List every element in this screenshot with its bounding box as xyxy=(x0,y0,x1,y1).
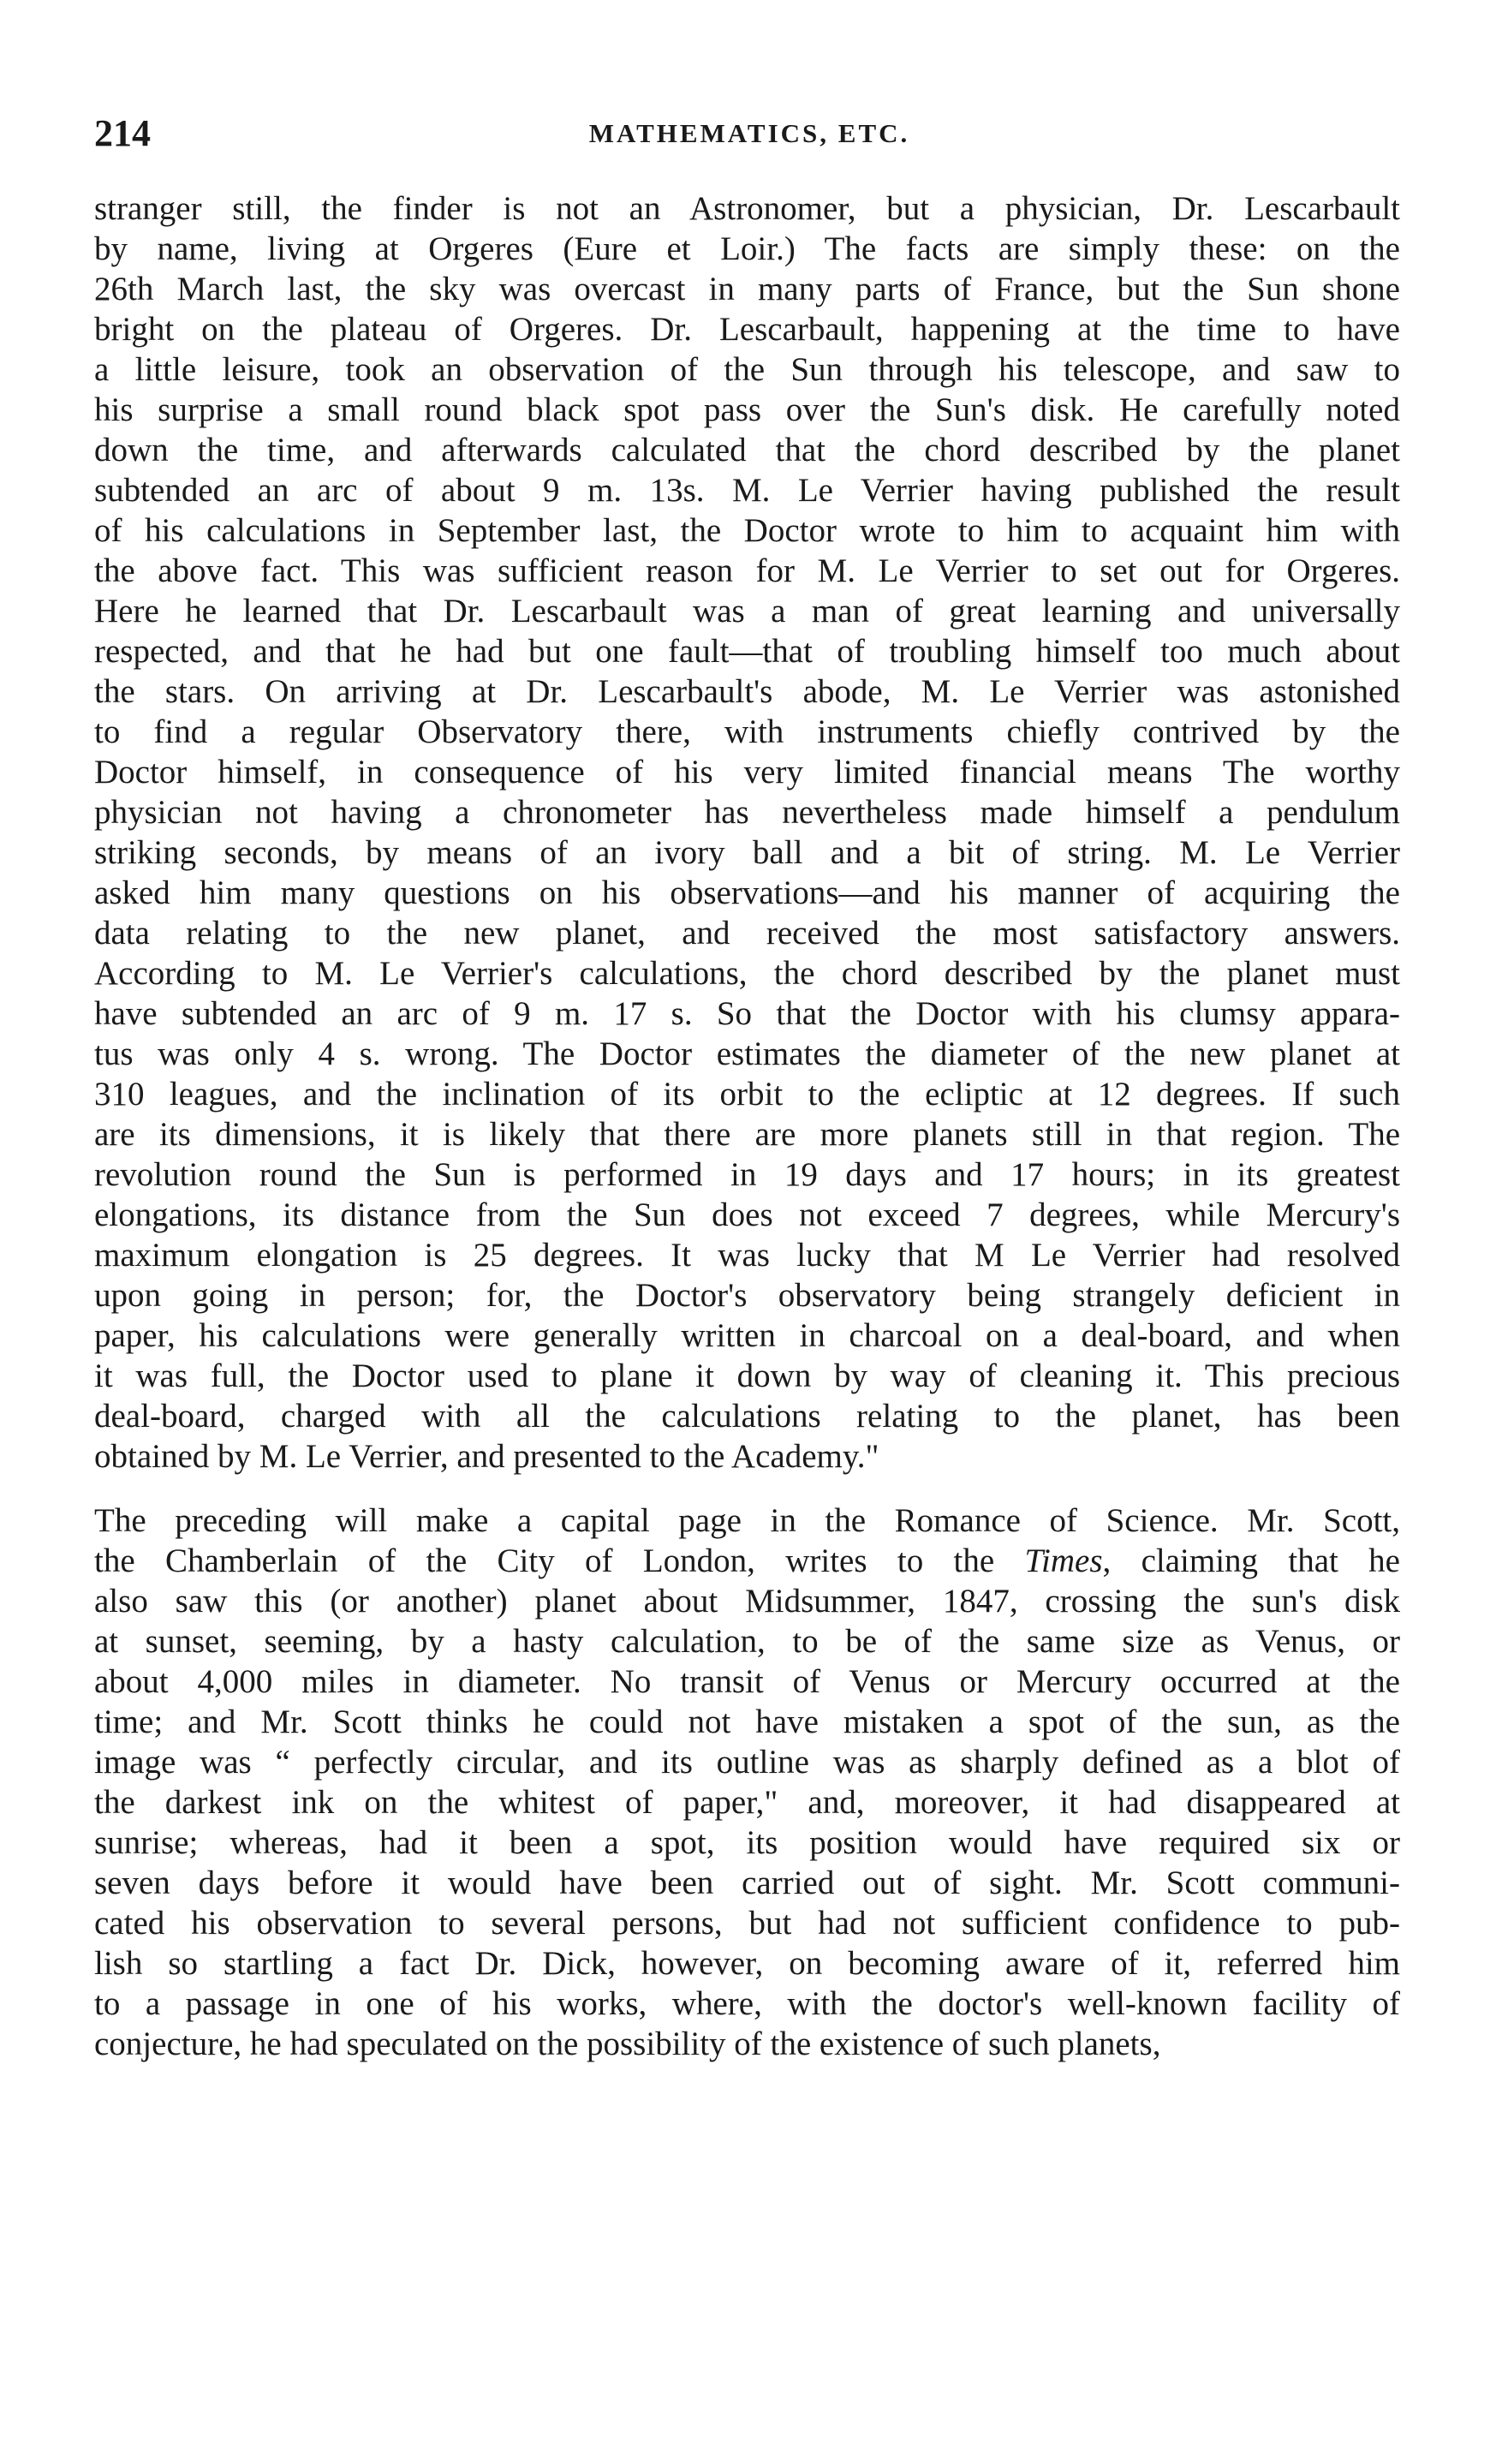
text-line: it was full, the Doctor used to plane it down by way of cleaning it. This precious xyxy=(94,1357,1400,1394)
text-line: at sunset, seeming, by a hasty calculation, to be of the same size as Venus, or xyxy=(94,1623,1400,1660)
text-line: the stars. On arriving at Dr. Lescarbault's abode, M. Le Verrier was astonished xyxy=(94,673,1400,710)
text-line: cated his observation to several persons, but had not sufficient confidence to pub- xyxy=(94,1905,1400,1942)
text-line: tus was only 4 s. wrong. The Doctor estimates the diameter of the new planet at xyxy=(94,1035,1400,1072)
text-line: the darkest ink on the whitest of paper," and, moreover, it had disappeared at xyxy=(94,1784,1400,1821)
page-header xyxy=(94,108,1404,159)
italic-text: Times xyxy=(1024,1542,1103,1579)
text-line: a little leisure, took an observation of the Sun through his telescope, and saw to xyxy=(94,351,1400,388)
running-head: MATHEMATICS, ETC. xyxy=(588,118,910,148)
text-line: elongations, its distance from the Sun does not exceed 7 degrees, while Mercury's xyxy=(94,1196,1400,1233)
text-line: According to M. Le Verrier's calculations, the chord described by the planet must xyxy=(94,955,1400,992)
text-line: to a passage in one of his works, where, with the doctor's well-known facility of xyxy=(94,1985,1400,2022)
text-line: about 4,000 miles in diameter. No transit of Venus or Mercury occurred at the xyxy=(94,1663,1400,1700)
text-line: obtained by M. Le Verrier, and presented to the Academy." xyxy=(94,1438,879,1475)
text-line: 310 leagues, and the inclination of its orbit to the ecliptic at 12 degrees. If such xyxy=(94,1076,1400,1113)
body-text xyxy=(94,188,1400,2064)
text-line: of his calculations in September last, the Doctor wrote to him to acquaint him with xyxy=(94,512,1400,549)
text-line: the Chamberlain of the City of London, writes to the Times, claiming that he xyxy=(94,1542,1400,1579)
text-line: conjecture, he had speculated on the possibility of the existence of such planets, xyxy=(94,2025,1161,2062)
text-line: by name, living at Orgeres (Eure et Loir.) The facts are simply these: on the xyxy=(94,230,1400,267)
text-line: stranger still, the finder is not an Astronomer, but a physician, Dr. Lescarbault xyxy=(94,190,1400,227)
text-line: The preceding will make a capital page in the Romance of Science. Mr. Scott, xyxy=(94,1502,1400,1539)
text-line: asked him many questions on his observations—and his manner of acquiring the xyxy=(94,874,1400,911)
text-line: Here he learned that Dr. Lescarbault was a man of great learning and universally xyxy=(94,593,1400,629)
text-line: striking seconds, by means of an ivory ball and a bit of string. M. Le Verrier xyxy=(94,834,1400,871)
text-line: seven days before it would have been carried out of sight. Mr. Scott communi- xyxy=(94,1864,1400,1901)
text-line: Doctor himself, in consequence of his very limited financial means The worthy xyxy=(94,754,1400,791)
text-line: deal-board, charged with all the calculations relating to the planet, has been xyxy=(94,1398,1400,1435)
text-line: lish so startling a fact Dr. Dick, however, on becoming aware of it, referred him xyxy=(94,1945,1400,1982)
text-line: paper, his calculations were generally written in charcoal on a deal-board, and when xyxy=(94,1317,1400,1354)
text-line: 26th March last, the sky was overcast in many parts of France, but the Sun shone xyxy=(94,271,1400,307)
text-line: upon going in person; for, the Doctor's observatory being strangely deficient in xyxy=(94,1277,1400,1314)
text-line: the above fact. This was sufficient reason for M. Le Verrier to set out for Orgeres. xyxy=(94,552,1400,589)
paragraph-1 xyxy=(94,188,1400,1477)
text-line: have subtended an arc of 9 m. 17 s. So that the Doctor with his clumsy appara- xyxy=(94,995,1400,1032)
text-line: sunrise; whereas, had it been a spot, its position would have required six or xyxy=(94,1824,1400,1861)
text-line: maximum elongation is 25 degrees. It was lucky that M Le Verrier had resolved xyxy=(94,1237,1400,1274)
text-line: subtended an arc of about 9 m. 13s. M. Le Verrier having published the result xyxy=(94,472,1400,509)
text-line: data relating to the new planet, and received the most satisfactory answers. xyxy=(94,915,1400,952)
text-line: time; and Mr. Scott thinks he could not have mistaken a spot of the sun, as the xyxy=(94,1703,1400,1740)
text-line: to find a regular Observatory there, with instruments chiefly contrived by the xyxy=(94,713,1400,750)
text-line: his surprise a small round black spot pass over the Sun's disk. He carefully noted xyxy=(94,391,1400,428)
text-line: revolution round the Sun is performed in 19 days and 17 hours; in its greatest xyxy=(94,1156,1400,1193)
paragraph-2 xyxy=(94,1500,1400,2064)
text-line: physician not having a chronometer has nevertheless made himself a pendulum xyxy=(94,794,1400,831)
text-line: are its dimensions, it is likely that there are more planets still in that region. The xyxy=(94,1116,1400,1153)
page-number: 214 xyxy=(94,112,151,154)
text-line: respected, and that he had but one fault—that of troubling himself too much about xyxy=(94,633,1400,670)
text-line: bright on the plateau of Orgeres. Dr. Lescarbault, happening at the time to have xyxy=(94,311,1400,348)
text-line: down the time, and afterwards calculated that the chord described by the planet xyxy=(94,432,1400,468)
text-line: image was “ perfectly circular, and its outline was as sharply defined as a blot of xyxy=(94,1744,1400,1781)
text-line: also saw this (or another) planet about Midsummer, 1847, crossing the sun's disk xyxy=(94,1583,1400,1620)
